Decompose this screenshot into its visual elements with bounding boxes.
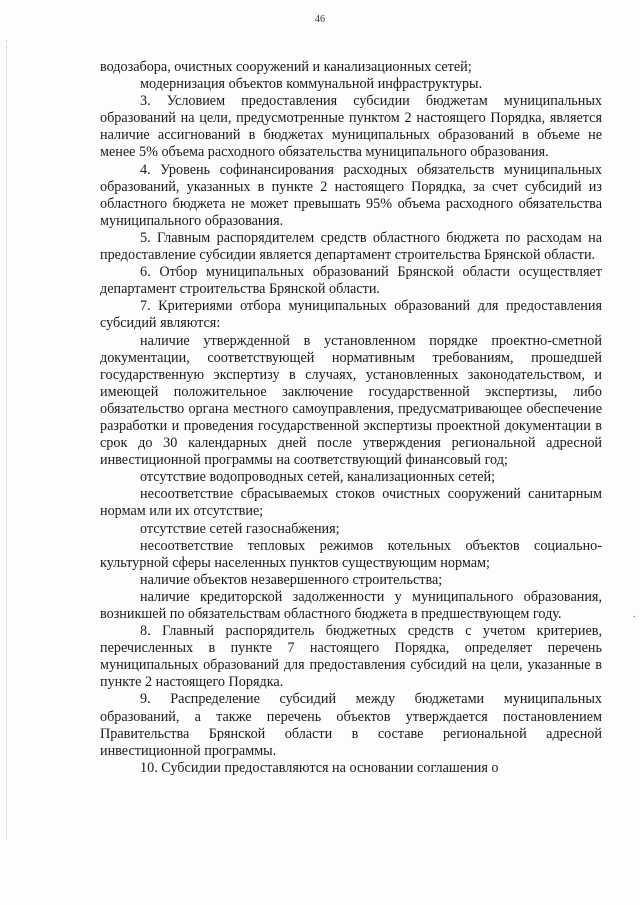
- scan-edge-mark: ·: [632, 612, 636, 623]
- paragraph-6: 6. Отбор муниципальных образований Брянской области осуществляет департамент строительства Брянской области.: [100, 264, 602, 298]
- paragraph-14: наличие кредиторской задолженности у муниципального образования, возникшей по обязательствам областного бюджета в предшествующем году.: [100, 588, 602, 622]
- paragraph-9: отсутствие водопроводных сетей, канализационных сетей;: [140, 469, 496, 486]
- paragraph-16: 9. Распределение субсидий между бюджетами муниципальных образований, а также перечень объектов утверждается постановлением Правительства Брянской области в составе региональной адресной инвестиционной программы.: [100, 691, 602, 759]
- paragraph-2: модернизация объектов коммунальной инфраструктуры.: [140, 76, 483, 93]
- paragraph-10: несоответствие сбрасываемых стоков очистных сооружений санитарным нормам или их отсутствие;: [100, 486, 602, 520]
- paragraph-12: несоответствие тепловых режимов котельных объектов социально-культурной сферы населенных пунктов существующим нормам;: [100, 537, 602, 571]
- page-number: 46: [315, 14, 325, 25]
- paragraph-17: 10. Субсидии предоставляются на основании соглашения о: [140, 759, 499, 776]
- paragraph-5: 5. Главным распорядителем средств областного бюджета по расходам на предоставление субсидии является департамент строительства Брянской области.: [100, 229, 602, 264]
- paragraph-15: 8. Главный распорядитель бюджетных средств с учетом критериев, перечисленных в пункте 7 настоящего Порядка, определяет перечень муниципальных образований для предоставления субсидий на цели, указанные в пункте 2 настоящего Порядка.: [100, 623, 602, 691]
- paragraph-13: наличие объектов незавершенного строительства;: [140, 571, 443, 588]
- scan-margin-artifact: [6, 40, 8, 840]
- paragraph-7: 7. Критериями отбора муниципальных образований для предоставления субсидий являются:: [100, 298, 602, 332]
- paragraph-4: 4. Уровень софинансирования расходных обязательств муниципальных образований, указанных в пункте 2 настоящего Порядка, за счет субсидий из областного бюджета не может превышать 95% объема расходного обязательства муниципального образования.: [100, 161, 602, 229]
- paragraph-1: водозабора, очистных сооружений и канализационных сетей;: [100, 59, 472, 75]
- document-body: [100, 59, 602, 777]
- paragraph-8: наличие утвержденной в установленном порядке проектно-сметной документации, соответствующей нормативным требованиям, прошедшей государственную экспертизу в случаях, установленных законодательством, и имеющей положительное заключение государственной экспертизы, либо обязательство органа местного самоуправления, предусматривающее обеспечение разработки и проведения государственной экспертизы проектной документации в срок до 30 календарных дней после утверждения региональной адресной инвестиционной программы на соответствующий финансовый год;: [100, 332, 602, 469]
- paragraph-11: отсутствие сетей газоснабжения;: [140, 520, 340, 537]
- paragraph-3: 3. Условием предоставления субсидии бюджетам муниципальных образований на цели, предусмотренные пунктом 2 настоящего Порядка, является наличие ассигнований в бюджетах муниципальных образований в объеме не менее 5% объема расходного обязательства муниципального образования.: [100, 93, 602, 161]
